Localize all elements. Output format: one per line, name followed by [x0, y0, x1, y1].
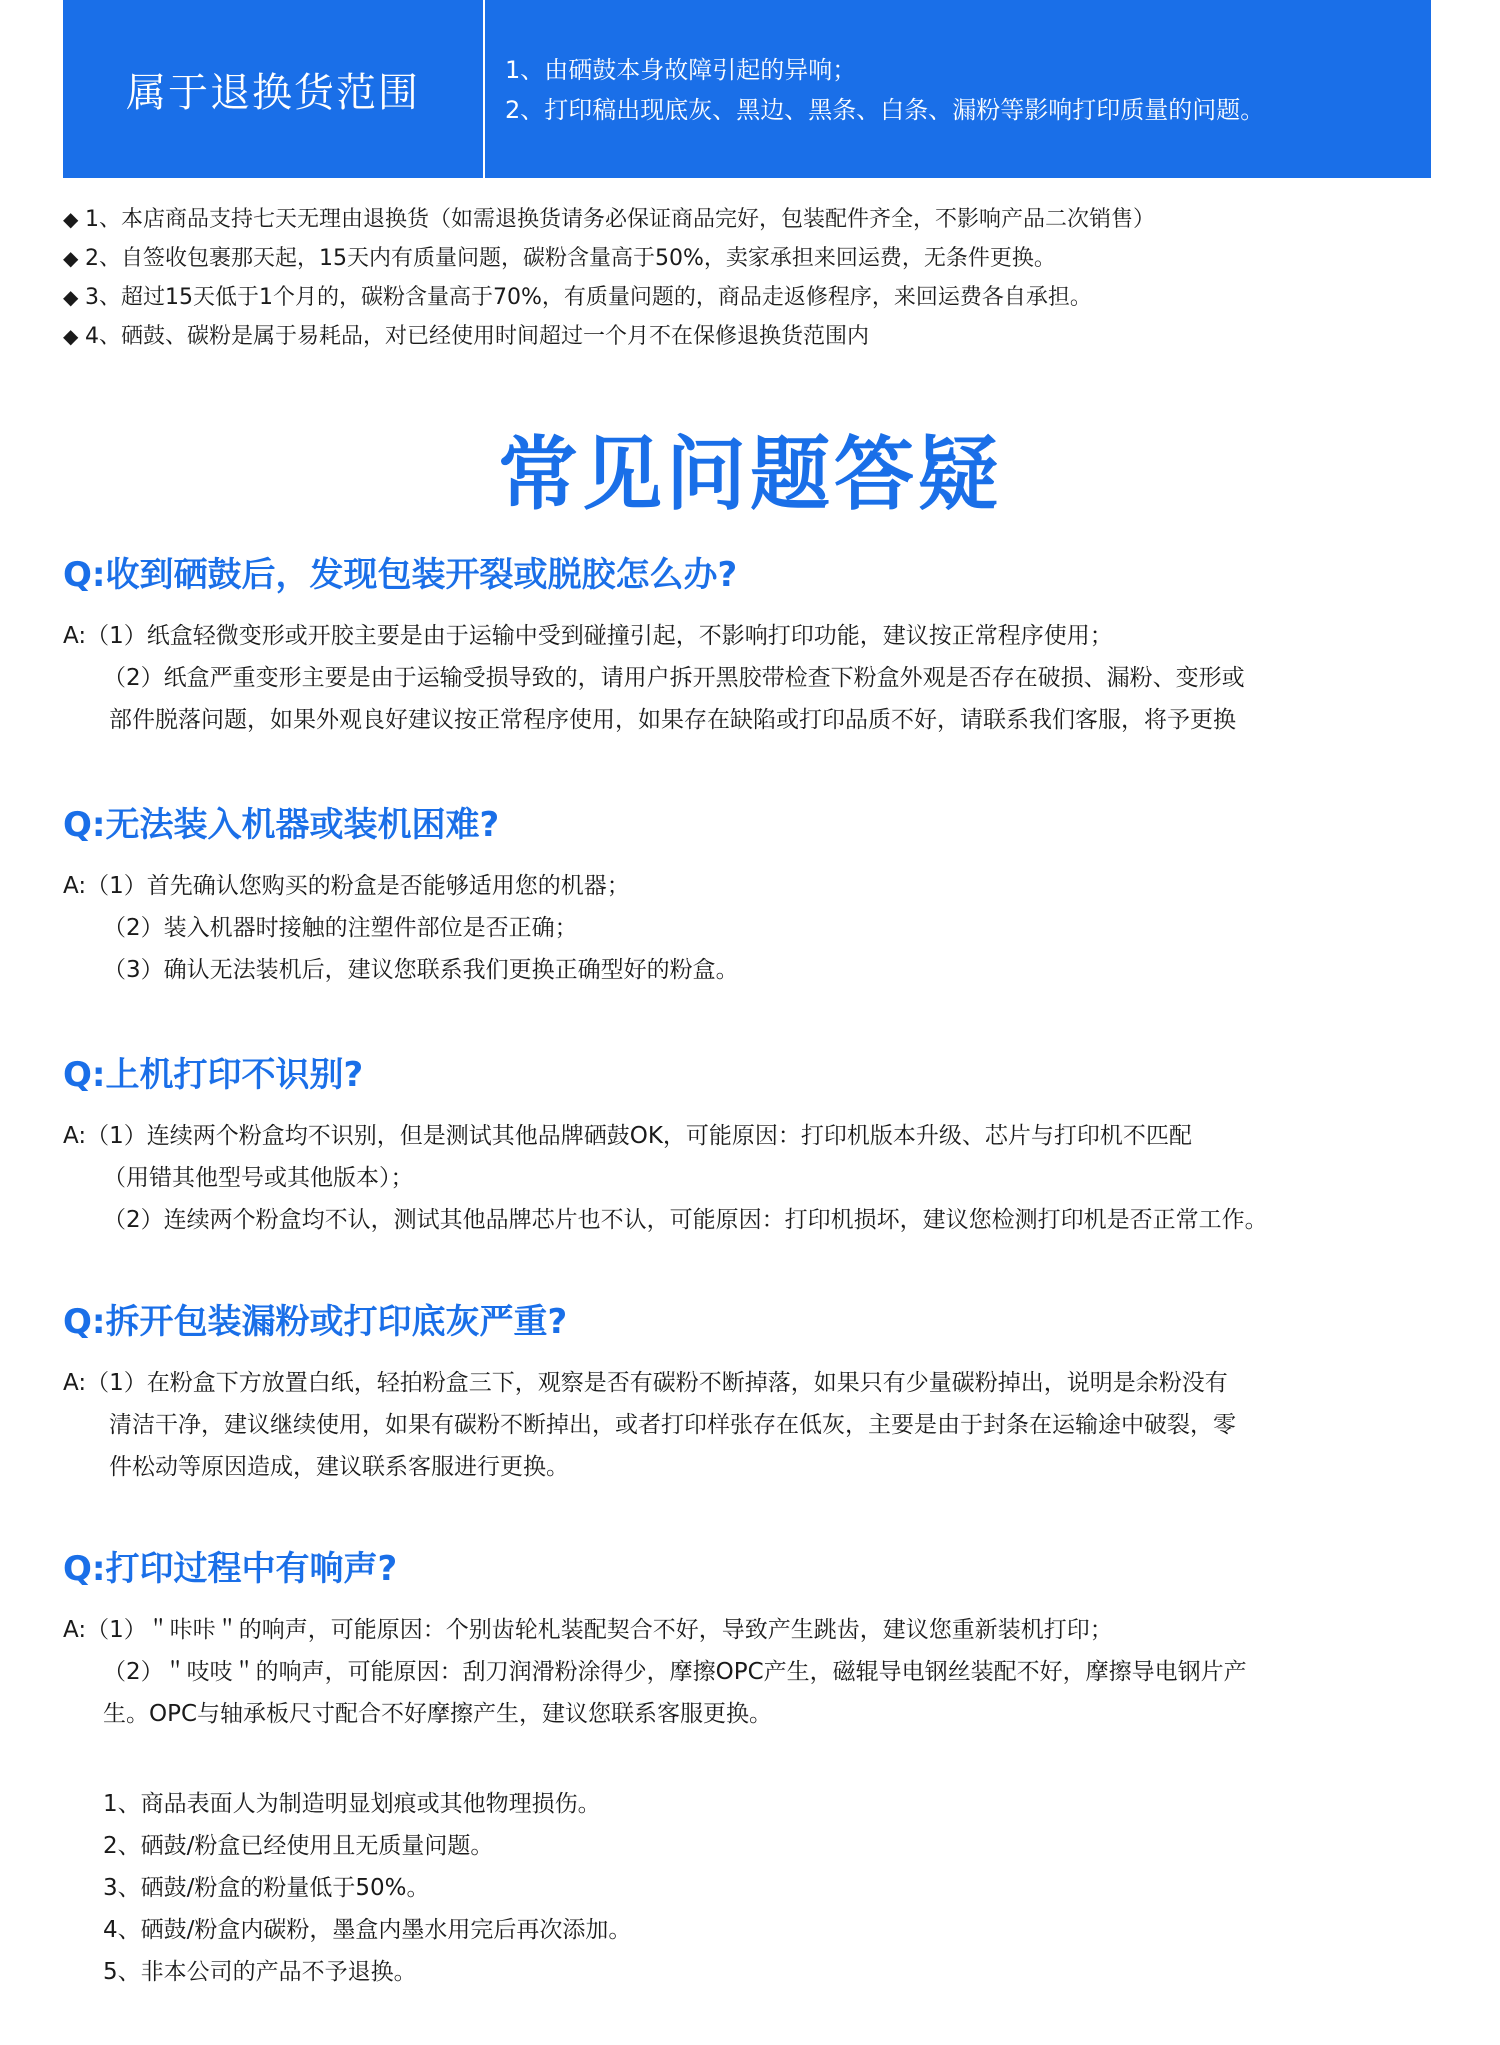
faq-answer-line: （2）纸盒严重变形主要是由于运输受损导致的，请用户拆开黑胶带检查下粉盒外观是否存在破损、漏粉、变形或: [103, 665, 1245, 691]
banner-title: 属于退换货范围: [126, 69, 420, 116]
faq-question: Q:收到硒鼓后，发现包装开裂或脱胶怎么办?: [63, 555, 738, 595]
policy-item-text: 2、自签收包裹那天起，15天内有质量问题，碳粉含量高于50%，卖家承担来回运费，无条件更换。: [85, 246, 1056, 271]
policy-item: [63, 278, 1443, 317]
banner-line: 2、打印稿出现底灰、黑边、黑条、白条、漏粉等影响打印质量的问题。: [505, 96, 1265, 124]
policy-item: [63, 317, 1443, 356]
banner-line: 1、由硒鼓本身故障引起的异响；: [505, 56, 857, 84]
exclusion-item: 4、硒鼓/粉盒内碳粉，墨盒内墨水用完后再次添加。: [103, 1917, 632, 1943]
faq-answer: [63, 865, 1453, 991]
exclusion-item: 2、硒鼓/粉盒已经使用且无质量问题。: [103, 1833, 494, 1859]
faq-answer-line: A:（1）＂咔咔＂的响声，可能原因：个别齿轮札装配契合不好，导致产生跳齿，建议您重新装机打印；: [63, 1617, 1113, 1643]
faq-answer-line: （2）＂吱吱＂的响声，可能原因：刮刀润滑粉涂得少，摩擦OPC产生，磁辊导电钢丝装配不好，摩擦导电钢片产: [103, 1659, 1247, 1685]
faq-answer: [63, 1115, 1453, 1241]
policy-item-text: 4、硒鼓、碳粉是属于易耗品，对已经使用时间超过一个月不在保修退换货范围内: [85, 324, 869, 349]
faq-answer-line: （用错其他型号或其他版本）；: [103, 1165, 414, 1191]
faq-answer: [63, 1609, 1453, 1735]
diamond-bullet-icon: ◆: [63, 324, 79, 348]
policy-item-text: 1、本店商品支持七天无理由退换货（如需退换货请务必保证商品完好，包装配件齐全，不影响产品二次销售）: [85, 207, 1156, 232]
faq-question: Q:无法装入机器或装机困难?: [63, 805, 500, 845]
exclusion-item: 3、硒鼓/粉盒的粉量低于50%。: [103, 1875, 430, 1901]
faq-answer-line: 清洁干净，建议继续使用，如果有碳粉不断掉出，或者打印样张存在低灰，主要是由于封条在运输途中破裂，零: [109, 1412, 1236, 1438]
exclusion-item: 5、非本公司的产品不予退换。: [103, 1959, 417, 1985]
policy-item: [63, 239, 1443, 278]
diamond-bullet-icon: ◆: [63, 207, 79, 231]
faq-answer-line: A:（1）首先确认您购买的粉盒是否能够适用您的机器；: [63, 873, 630, 899]
faq-answer-line: （2）装入机器时接触的注塑件部位是否正确；: [103, 915, 578, 941]
faq-answer-line: A:（1）纸盒轻微变形或开胶主要是由于运输中受到碰撞引起，不影响打印功能，建议按正常程序使用；: [63, 623, 1113, 649]
faq-answer: [63, 1362, 1453, 1488]
faq-answer-line: A:（1）连续两个粉盒均不识别，但是测试其他品牌硒鼓OK，可能原因：打印机版本升级、芯片与打印机不匹配: [63, 1123, 1192, 1149]
policy-item: [63, 200, 1443, 239]
faq-answer-line: （3）确认无法装机后，建议您联系我们更换正确型好的粉盒。: [103, 957, 739, 983]
faq-item: [63, 1053, 1453, 1241]
policy-item-text: 3、超过15天低于1个月的，碳粉含量高于70%，有质量问题的，商品走返修程序，来回运费各自承担。: [85, 285, 1092, 310]
faq-question: Q:上机打印不识别?: [63, 1055, 364, 1095]
faq-title: 常见问题答疑: [498, 428, 1002, 521]
faq-item: [63, 1300, 1453, 1488]
diamond-bullet-icon: ◆: [63, 285, 79, 309]
faq-answer-line: 生。OPC与轴承板尺寸配合不好摩擦产生，建议您联系客服更换。: [103, 1701, 773, 1727]
faq-item: [63, 553, 1453, 741]
faq-item: [63, 803, 1453, 991]
faq-answer-line: （2）连续两个粉盒均不认，测试其他品牌芯片也不认，可能原因：打印机损坏，建议您检测打印机是否正常工作。: [103, 1207, 1268, 1233]
faq-question: Q:拆开包装漏粉或打印底灰严重?: [63, 1302, 568, 1342]
faq-answer-line: A:（1）在粉盒下方放置白纸，轻拍粉盒三下，观察是否有碳粉不断掉落，如果只有少量碳粉掉出，说明是余粉没有: [63, 1370, 1228, 1396]
faq-question: Q:打印过程中有响声?: [63, 1549, 398, 1589]
faq-answer-line: 件松动等原因造成，建议联系客服进行更换。: [109, 1454, 569, 1480]
exclusion-list: [103, 1783, 631, 1993]
banner-lines: [485, 0, 1431, 178]
diamond-bullet-icon: ◆: [63, 246, 79, 270]
return-scope-banner: [63, 0, 1431, 178]
policy-list: [63, 200, 1443, 356]
faq-answer-line: 部件脱落问题，如果外观良好建议按正常程序使用，如果存在缺陷或打印品质不好，请联系我们客服，将予更换: [109, 707, 1236, 733]
faq-answer: [63, 615, 1453, 741]
exclusion-item: 1、商品表面人为制造明显划痕或其他物理损伤。: [103, 1791, 601, 1817]
faq-item: [63, 1547, 1453, 1735]
